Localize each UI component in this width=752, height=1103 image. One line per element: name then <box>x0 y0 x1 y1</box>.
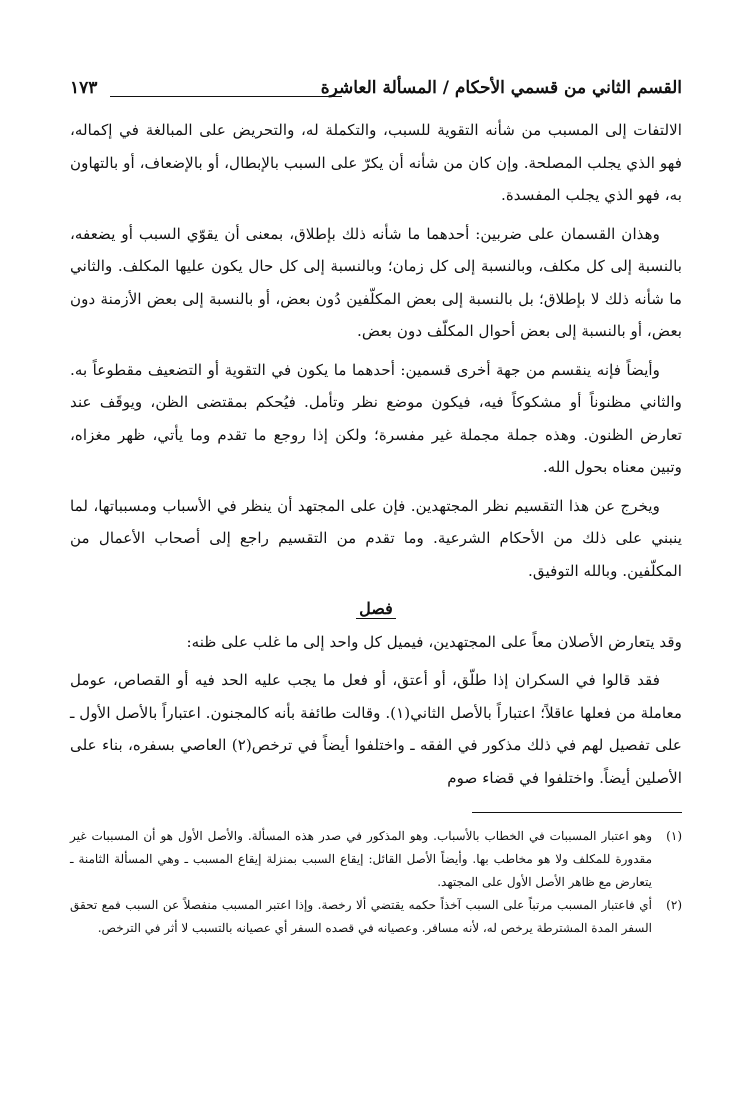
footnote-number: (٢) <box>666 898 682 912</box>
paragraph: الالتفات إلى المسبب من شأنه التقوية للسبب، والتكملة له، والتحريض على المبالغة في إكماله، فهو الذي يجلب المصلحة. وإن كان من شأنه أن يكرّ على السبب بالإبطال، أو بالإضعاف، أو بالتهاون به، فهو الذي يجلب المفسدة. <box>70 121 682 204</box>
paragraph: وقد يتعارض الأصلان معاً على المجتهدين، فيميل كل واحد إلى ما غلب على ظنه: <box>186 632 682 651</box>
paragraph: وهذان القسمان على ضربين: أحدهما ما شأنه ذلك بإطلاق، بمعنى أن يقوّي السبب أو يضعفه، بالنسبة إلى كل مكلف، وبالنسبة إلى كل زمان؛ وبالنسبة إلى كل حال يكون عليها المكلف. والثاني ما شأنه ذلك لا بإطلاق؛ بل بالنسبة إلى بعض المكلّفين دُون بعض، أو بالنسبة إلى بعض الأزمنة دون بعض، أو بالنسبة إلى بعض أحوال المكلّف دون بعض. <box>70 224 682 340</box>
paragraph: ويخرج عن هذا التقسيم نظر المجتهدين. فإن على المجتهد أن ينظر في الأسباب ومسبباتها، لما ينبني على ذلك من الأحكام الشرعية. وما تقدم من التقسيم راجع إلى أصحاب الأعمال من المكلّفين. وبالله التوفيق. <box>70 496 682 580</box>
header-title: القسم الثاني من قسمي الأحكام / المسألة العاشرة <box>320 78 682 98</box>
book-page <box>70 72 682 1062</box>
footnote-divider <box>472 812 682 813</box>
footnote-text: وهو اعتبار المسببات في الخطاب بالأسباب. وهو المذكور في صدر هذه المسألة. والأصل الأول هو أن المسببات غير مقدورة للمكلف ولا هو مخاطب بها. وأيضاً الأصل القائل: إيقاع السبب بمنزلة إيقاع المسبب ـ وهي المسألة الثامنة ـ يتعارض مع ظاهر الأصل الأول على المجتهد. <box>70 829 652 889</box>
header-rule <box>110 96 342 97</box>
main-text <box>70 114 682 794</box>
footnote-text: أي فاعتبار المسبب مرتباً على السبب آخذاً حكمه يقتضي ألا رخصة. وإذا اعتبر المسبب منفصلاً عن السبب فمع تحقق السفر المدة المشترطة يرخص له، لأنه مسافر. وعصيانه في قصده السفر أي عصيانه بالتسبب لا أثر في الترخص. <box>70 898 652 935</box>
section-heading <box>70 593 682 626</box>
footnote-number: (١) <box>666 829 682 843</box>
paragraph: وأيضاً فإنه ينقسم من جهة أخرى قسمين: أحدهما ما يكون في التقوية أو التضعيف مقطوعاً به. والثاني مظنوناً أو مشكوكاً فيه، فيكون موضع نظر وتأمل. فيُحكم بمقتضى الظن، ويوقَف عند تعارض الظنون. وهذه جملة مجملة غير مفسرة؛ ولكن إذا روجع ما تقدم وما يأتي، ظهر مغزاه، وتبين معناه بحول الله. <box>70 360 682 476</box>
page-number: ١٧٣ <box>70 78 98 98</box>
footnotes <box>70 825 682 940</box>
section-heading-label: فصل <box>356 599 396 619</box>
running-header <box>70 72 682 106</box>
paragraph: فقد قالوا في السكران إذا طلّق، أو أعتق، أو فعل ما يجب عليه الحد فيه أو القصاص، عومل معاملة من فعلها عاقلاً؛ اعتباراً بالأصل الثاني(١). وقالت طائفة بأنه كالمجنون. اعتباراً بالأصل الأول ـ على تفصيل لهم في ذلك مذكور في الفقه ـ واختلفوا أيضاً في ترخص(٢) العاصي بسفره، بناء على الأصلين أيضاً. واختلفوا في قضاء صوم <box>70 671 682 787</box>
footnote <box>70 894 682 940</box>
footnote <box>70 825 682 894</box>
